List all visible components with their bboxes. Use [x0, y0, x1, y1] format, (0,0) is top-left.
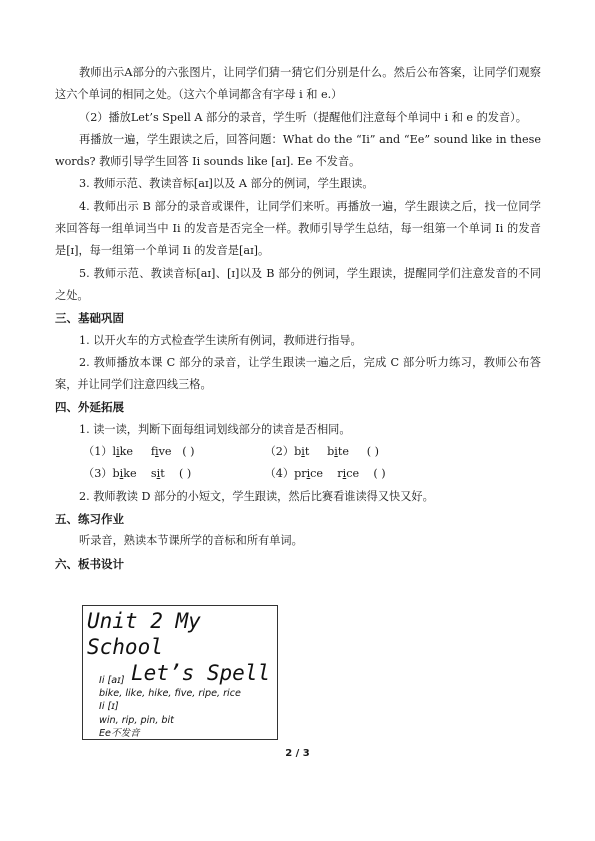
- section-heading-4: 四、外延拓展: [55, 400, 124, 415]
- paragraph-5: 4. 教师出示 B 部分的录音或课件，让同学们来听。再播放一遍，学生跟读之后，找一位同学来回答每一组单词当中 Ii 的发音是否完全一样。教师引导学生总结，每一组第一个单词 Ii 的发音是[ɪ]，每一组第一个单词 Ii 的发音是[aɪ]。: [55, 199, 541, 258]
- exercise-2: （2）bit bite ( ): [264, 445, 380, 459]
- board-notes: [99, 674, 241, 740]
- exercise-4: （4）price rice ( ): [264, 467, 386, 481]
- page-number: 2 / 3: [285, 748, 310, 759]
- board-line-2: bike, like, hike, five, ripe, rice: [99, 688, 241, 700]
- paragraph-6: 5. 教师示范、教读音标[aɪ]、[ɪ]以及 B 部分的例词，学生跟读，提醒同学们注意发音的不同之处。: [55, 266, 541, 302]
- exercise-row-1: [55, 441, 541, 463]
- section-heading-5: 五、练习作业: [55, 511, 124, 526]
- exercise-1: （1）like five ( ): [83, 445, 195, 459]
- exercise-3: （3）bike sit ( ): [83, 467, 192, 481]
- paragraph-3: 再播放一遍，学生跟读之后，回答问题：What do the “Ii” and “Ee” sound like in these words? 教师引导学生回答 Ii sounds like [aɪ]. Ee 不发音。: [55, 132, 541, 169]
- lesson-content: [55, 62, 541, 575]
- section3-item-1: 1. 以开火车的方式检查学生读所有例词，教师进行指导。: [79, 333, 362, 347]
- board-line-3: Ii [ɪ]: [99, 701, 119, 713]
- exercise-row-2: [55, 463, 541, 485]
- board-title-line-2: Let’s Spell: [131, 661, 271, 685]
- blackboard-design: [82, 605, 278, 740]
- section3-item-2: 2. 教师播放本课 C 部分的录音，让学生跟读一遍之后，完成 C 部分听力练习，教师公布答案，并让同学们注意四线三格。: [55, 355, 541, 392]
- paragraph-1: 教师出示A部分的六张图片，让同学们猜一猜它们分别是什么。然后公布答案，让同学们观察这六个单词的相同之处。（这六个单词都含有字母 i 和 e.）: [55, 66, 541, 102]
- section4-intro: 1. 读一读，判断下面每组词划线部分的读音是否相同。: [79, 422, 351, 436]
- section-heading-3: 三、基础巩固: [55, 311, 124, 326]
- section5-text: 听录音，熟读本节课所学的音标和所有单词。: [79, 534, 303, 548]
- board-line-4: win, rip, pin, bit: [99, 714, 174, 726]
- board-line-1: Ii [aɪ]: [99, 675, 125, 686]
- section-heading-6: 六、板书设计: [55, 556, 124, 571]
- section4-outro: 2. 教师教读 D 部分的小短文，学生跟读，然后比赛看谁读得又快又好。: [79, 489, 434, 503]
- paragraph-4: 3. 教师示范、教读音标[aɪ]以及 A 部分的例词，学生跟读。: [79, 177, 374, 191]
- board-line-5: Ee不发音: [99, 727, 140, 739]
- paragraph-2: （2）播放Let’s Spell A 部分的录音，学生听（提醒他们注意每个单词中 i 和 e 的发音）。: [79, 110, 527, 124]
- board-title-line-1: Unit 2 My School: [87, 609, 201, 659]
